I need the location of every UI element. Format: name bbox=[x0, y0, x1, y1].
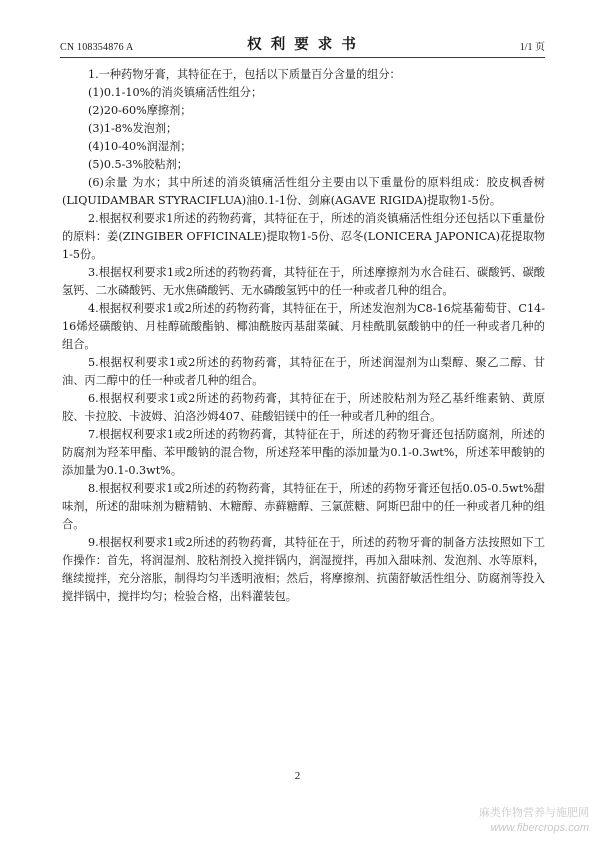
site-watermark bbox=[479, 806, 589, 835]
claim-1-item-1: (1)0.1-10%的消炎镇痛活性组分； bbox=[88, 86, 263, 99]
page-number: 2 bbox=[294, 770, 301, 782]
claim-3: 3.根据权利要求1或2所述的药物药膏，其特征在于，所述摩擦剂为水合硅石、碳酸钙、碳酸氢钙、二水磷酸钙、无水焦磷酸钙、无水磷酸氢钙中的任一种或者几种的组合。 bbox=[62, 266, 545, 297]
claim-1-item-3: (3)1-8%发泡剂； bbox=[88, 122, 178, 135]
page-title: 权 利 要 求 书 bbox=[247, 36, 358, 53]
claim-6: 6.根据权利要求1或2所述的药物药膏，其特征在于，所述胶粘剂为羟乙基纤维素钠、黄原胶、卡拉胶、卡波姆、泊洛沙姆407、硅酸铝镁中的任一种或者几种的组合。 bbox=[62, 392, 545, 423]
watermark-url: www.fibercrops.com bbox=[490, 822, 589, 834]
claim-8: 8.根据权利要求1或2所述的药物药膏，其特征在于，所述的药物牙膏还包括0.05-0.5wt%甜味剂，所述的甜味剂为糖精钠、木糖醇、赤藓糖醇、三氯蔗糖、阿斯巴甜中的任一种或者几种的组合。 bbox=[62, 482, 545, 531]
claim-7: 7.根据权利要求1或2所述的药物药膏，其特征在于，所述的药物牙膏还包括防腐剂，所述的防腐剂为羟苯甲酯、苯甲酸钠的混合物，所述羟苯甲酯的添加量为0.1-0.3wt%，所述苯甲酸钠的添加量为0.1-0.3wt%。 bbox=[62, 428, 545, 477]
claim-1-item-2: (2)20-60%摩擦剂； bbox=[88, 104, 192, 117]
claim-1-item-6: (6)余量 为水；其中所述的消炎镇痛活性组分主要由以下重量份的原料组成：胶皮枫香树(LIQUIDAMBAR STYRACIFLUA)油0.1-1份、剑麻(AGAVE RIGIDA)提取物1-5份。 bbox=[62, 176, 545, 207]
publication-number: CN 108354876 A bbox=[60, 42, 134, 53]
claim-9: 9.根据权利要求1或2所述的药物药膏，其特征在于，所述的药物牙膏的制备方法按照如下工作操作：首先，将润湿剂、胶粘剂投入搅拌锅内，润湿搅拌，再加入甜味剂、发泡剂、水等原料，继续搅拌，充分溶胀，制得均匀半透明液相；然后，将摩擦剂、抗菌舒敏活性组分、防腐剂等投入搅拌锅中，搅拌均匀；检验合格，出料灌装包。 bbox=[62, 536, 545, 603]
claims-body bbox=[62, 66, 545, 606]
claim-4: 4.根据权利要求1或2所述的药物药膏，其特征在于，所述发泡剂为C8-16烷基葡萄苷、C14-16烯烃磺酸钠、月桂醇硫酸酯钠、椰油酰胺丙基甜菜碱、月桂酰肌氨酸钠中的任一种或者几种的组合。 bbox=[62, 302, 545, 351]
claim-5: 5.根据权利要求1或2所述的药物药膏，其特征在于，所述润湿剂为山梨醇、聚乙二醇、甘油、丙二醇中的任一种或者几种的组合。 bbox=[62, 356, 545, 387]
page-count: 1/1 页 bbox=[519, 42, 545, 53]
claim-1-item-4: (4)10-40%润湿剂； bbox=[88, 140, 192, 153]
claim-1-item-5: (5)0.5-3%胶粘剂； bbox=[88, 158, 188, 171]
page-header bbox=[60, 36, 545, 58]
claim-2: 2.根据权利要求1所述的药物药膏，其特征在于，所述的消炎镇痛活性组分还包括以下重量份的原料：姜(ZINGIBER OFFICINALE)提取物1-5份、忍冬(LONICERA JAPONICA)花提取物1-5份。 bbox=[62, 212, 545, 261]
watermark-site-name: 麻类作物营养与施肥网 bbox=[479, 807, 589, 819]
claim-1-intro: 1.一种药物牙膏，其特征在于，包括以下质量百分含量的组分： bbox=[88, 68, 401, 81]
